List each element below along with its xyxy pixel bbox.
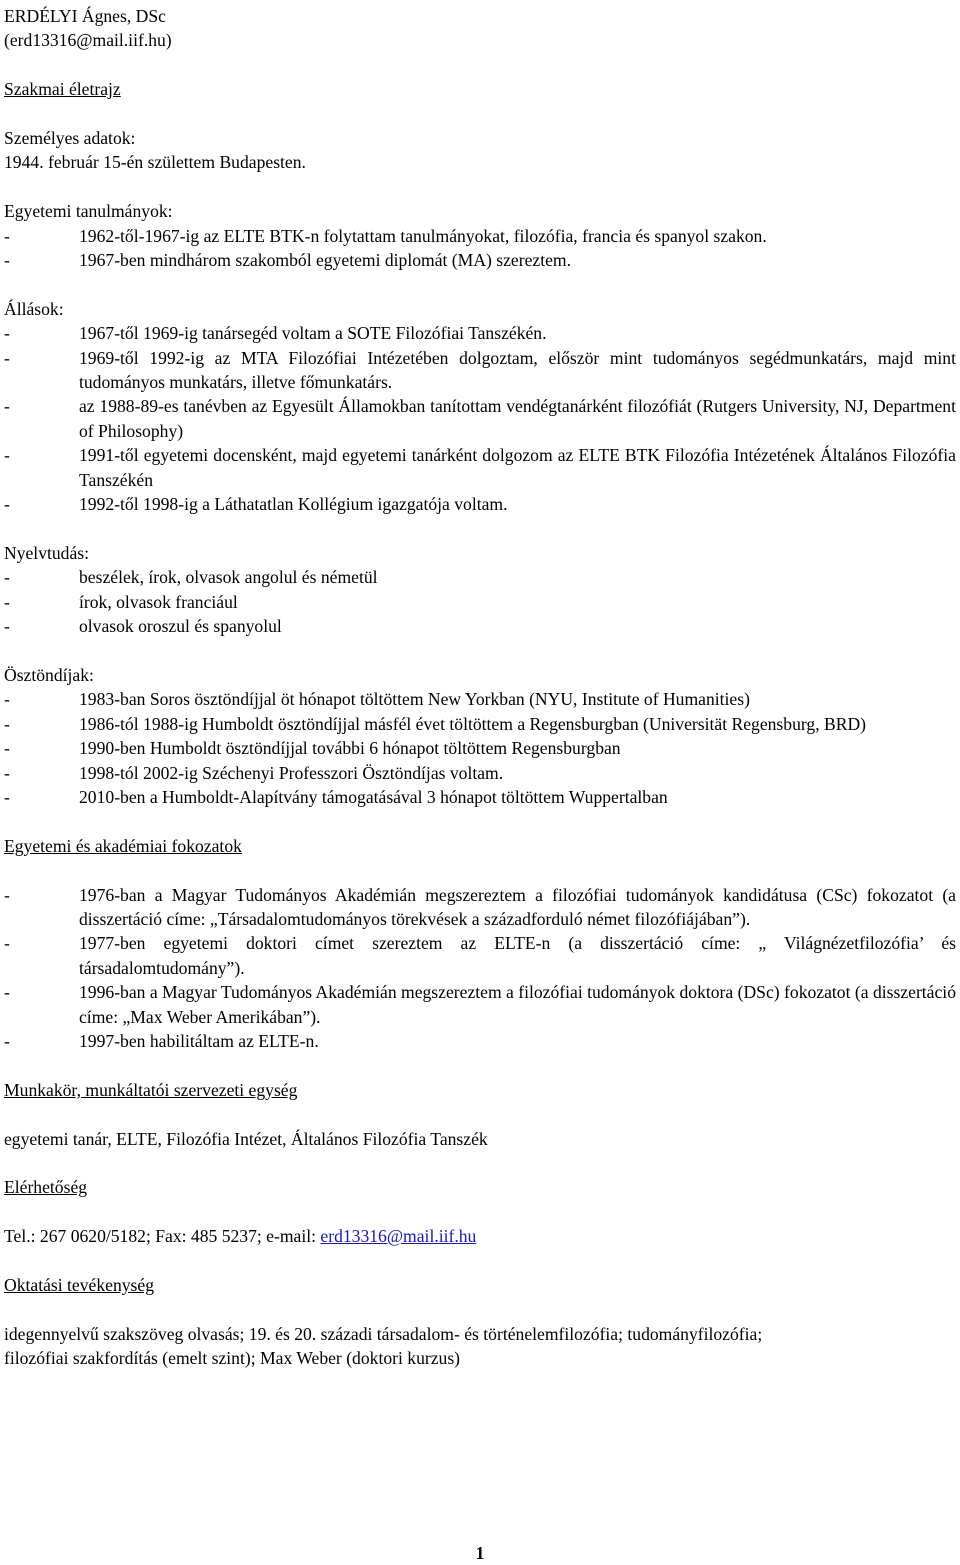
- personal-text: 1944. február 15-én születtem Budapesten.: [4, 152, 306, 173]
- list-item-text: 1992-től 1998-ig a Láthatatlan Kollégium igazgatója voltam.: [79, 494, 508, 515]
- teaching-heading: Oktatási tevékenység: [4, 1274, 154, 1295]
- list-item-text: 2010-ben a Humboldt-Alapítvány támogatásával 3 hónapot töltöttem Wuppertalban: [79, 786, 668, 807]
- list-item: - 1996-ban a Magyar Tudományos Akadémián megszereztem a filozófiai tudományok doktora (DSc) fokozatot (a disszertáció címe: „Max Weber Amerikában”).: [4, 980, 956, 1029]
- list-item: - 1998-tól 2002-ig Széchenyi Professzori Ösztöndíjas voltam.: [4, 761, 956, 785]
- position-heading: Munkakör, munkáltatói szervezeti egység: [4, 1079, 298, 1100]
- list-item-text: 1996-ban a Magyar Tudományos Akadémián megszereztem a filozófiai tudományok doktora (DSc) fokozatot (a disszertáció címe: „Max Weber Amerikában”).: [79, 982, 956, 1027]
- list-item: - 1976-ban a Magyar Tudományos Akadémián megszereztem a filozófiai tudományok kandidátusa (CSc) fokozatot (a disszertáció címe: „Társadalomtudományos törekvések a századforduló német filozófiájában”).: [4, 883, 956, 932]
- contact-heading: Elérhetőség: [4, 1177, 88, 1198]
- list-item: - 1986-tól 1988-ig Humboldt ösztöndíjjal másfél évet töltöttem a Regensburgban (Universität Regensburg, BRD): [4, 712, 956, 736]
- list-item: - 2010-ben a Humboldt-Alapítvány támogatásával 3 hónapot töltöttem Wuppertalban: [4, 785, 956, 809]
- teaching-text: idegennyelvű szakszöveg olvasás; 19. és 20. századi társadalom- és történelemfilozófia; tudományfilozófia;: [4, 1323, 763, 1344]
- list-item-text: 1962-től-1967-ig az ELTE BTK-n folytattam tanulmányokat, filozófia, francia és spanyol szakon.: [79, 225, 767, 246]
- personal-heading: Személyes adatok:: [4, 128, 136, 148]
- teaching-text: filozófiai szakfordítás (emelt szint); Max Weber (doktori kurzus): [4, 1348, 461, 1369]
- list-item-text: az 1988-89-es tanévben az Egyesült Államokban tanítottam vendégtanárként filozófiát (Rutgers University, NJ, Department of Philosophy): [79, 396, 956, 441]
- contact-text: Tel.: 267 0620/5182; Fax: 485 5237; e-mail:: [4, 1226, 321, 1247]
- list-item: - 1969-től 1992-ig az MTA Filozófiai Intézetében dolgoztam, először mint tudományos segédmunkatárs, majd mint tudományos munkatárs, illetve főmunkatárs.: [4, 346, 956, 395]
- list-item: - 1967-től 1969-ig tanársegéd voltam a SOTE Filozófiai Tanszékén.: [4, 321, 956, 345]
- list-item-text: beszélek, írok, olvasok angolul és németül: [79, 567, 378, 588]
- list-item: - 1992-től 1998-ig a Láthatatlan Kollégium igazgatója voltam.: [4, 492, 956, 516]
- list-item: - 1990-ben Humboldt ösztöndíjjal további 6 hónapot töltöttem Regensburgban: [4, 736, 956, 760]
- list-item-text: 1998-tól 2002-ig Széchenyi Professzori Ösztöndíjas voltam.: [79, 762, 504, 783]
- list-item-text: 1967-től 1969-ig tanársegéd voltam a SOTE Filozófiai Tanszékén.: [79, 323, 547, 344]
- list-item-text: 1967-ben mindhárom szakomból egyetemi diplomát (MA) szereztem.: [79, 250, 571, 271]
- cv-title: Szakmai életrajz: [4, 79, 121, 100]
- list-item: - 1991-től egyetemi docensként, majd egyetemi tanárként dolgozom az ELTE BTK Filozófia Intézetének Általános Filozófia Tanszékén: [4, 443, 956, 492]
- languages-heading: Nyelvtudás:: [4, 542, 90, 563]
- list-item: - 1997-ben habilitáltam az ELTE-n.: [4, 1029, 956, 1053]
- list-item: - 1967-ben mindhárom szakomból egyetemi diplomát (MA) szereztem.: [4, 248, 956, 272]
- author-name: ERDÉLYI Ágnes, DSc: [4, 6, 166, 26]
- list-item-text: 1969-től 1992-ig az MTA Filozófiai Intézetében dolgoztam, először mint tudományos segédmunkatárs, majd mint tudományos munkatárs, illetve főmunkatárs.: [79, 347, 956, 393]
- list-item-text: 1976-ban a Magyar Tudományos Akadémián megszereztem a filozófiai tudományok kandidátusa (CSc) fokozatot (a disszertáció címe: „Társadalomtudományos törekvések a századforduló német filozófiájában”).: [79, 884, 956, 929]
- list-item: - olvasok oroszul és spanyolul: [4, 614, 956, 638]
- scholarships-heading: Ösztöndíjak:: [4, 664, 94, 685]
- list-item-text: 1983-ban Soros ösztöndíjjal öt hónapot töltöttem New Yorkban (NYU, Institute of Humanities): [79, 689, 750, 710]
- degrees-heading: Egyetemi és akadémiai fokozatok: [4, 835, 242, 856]
- email-link[interactable]: erd13316@mail.iif.hu: [320, 1226, 477, 1247]
- list-item: - 1962-től-1967-ig az ELTE BTK-n folytattam tanulmányokat, filozófia, francia és spanyol szakon.: [4, 224, 956, 248]
- list-item: - írok, olvasok franciául: [4, 590, 956, 614]
- list-item: - 1983-ban Soros ösztöndíjjal öt hónapot töltöttem New Yorkban (NYU, Institute of Humanities): [4, 687, 956, 711]
- jobs-heading: Állások:: [4, 298, 64, 319]
- list-item-text: 1990-ben Humboldt ösztöndíjjal további 6 hónapot töltöttem Regensburgban: [79, 738, 621, 759]
- contact-line: [4, 1224, 956, 1248]
- list-item: - beszélek, írok, olvasok angolul és németül: [4, 565, 956, 589]
- list-item-text: 1997-ben habilitáltam az ELTE-n.: [79, 1030, 319, 1051]
- list-item-text: írok, olvasok franciául: [79, 591, 238, 612]
- studies-heading: Egyetemi tanulmányok:: [4, 201, 173, 222]
- list-item: - az 1988-89-es tanévben az Egyesült Államokban tanítottam vendégtanárként filozófiát (Rutgers University, NJ, Department of Philosophy): [4, 394, 956, 443]
- page-number: 1: [475, 1543, 485, 1563]
- author-email: (erd13316@mail.iif.hu): [4, 30, 172, 51]
- list-item-text: olvasok oroszul és spanyolul: [79, 616, 282, 637]
- document-page: [4, 4, 956, 1371]
- list-item-text: 1986-tól 1988-ig Humboldt ösztöndíjjal másfél évet töltöttem a Regensburgban (Universität Regensburg, BRD): [79, 713, 867, 734]
- position-text: egyetemi tanár, ELTE, Filozófia Intézet, Általános Filozófia Tanszék: [4, 1128, 488, 1149]
- list-item-text: 1977-ben egyetemi doktori címet szereztem az ELTE-n (a disszertáció címe: „ Világnézetfilozófia’ és társadalomtudomány”).: [79, 933, 956, 978]
- list-item-text: 1991-től egyetemi docensként, majd egyetemi tanárként dolgozom az ELTE BTK Filozófia Intézetének Általános Filozófia Tanszékén: [79, 445, 956, 490]
- list-item: - 1977-ben egyetemi doktori címet szereztem az ELTE-n (a disszertáció címe: „ Világnézetfilozófia’ és társadalomtudomány”).: [4, 931, 956, 980]
